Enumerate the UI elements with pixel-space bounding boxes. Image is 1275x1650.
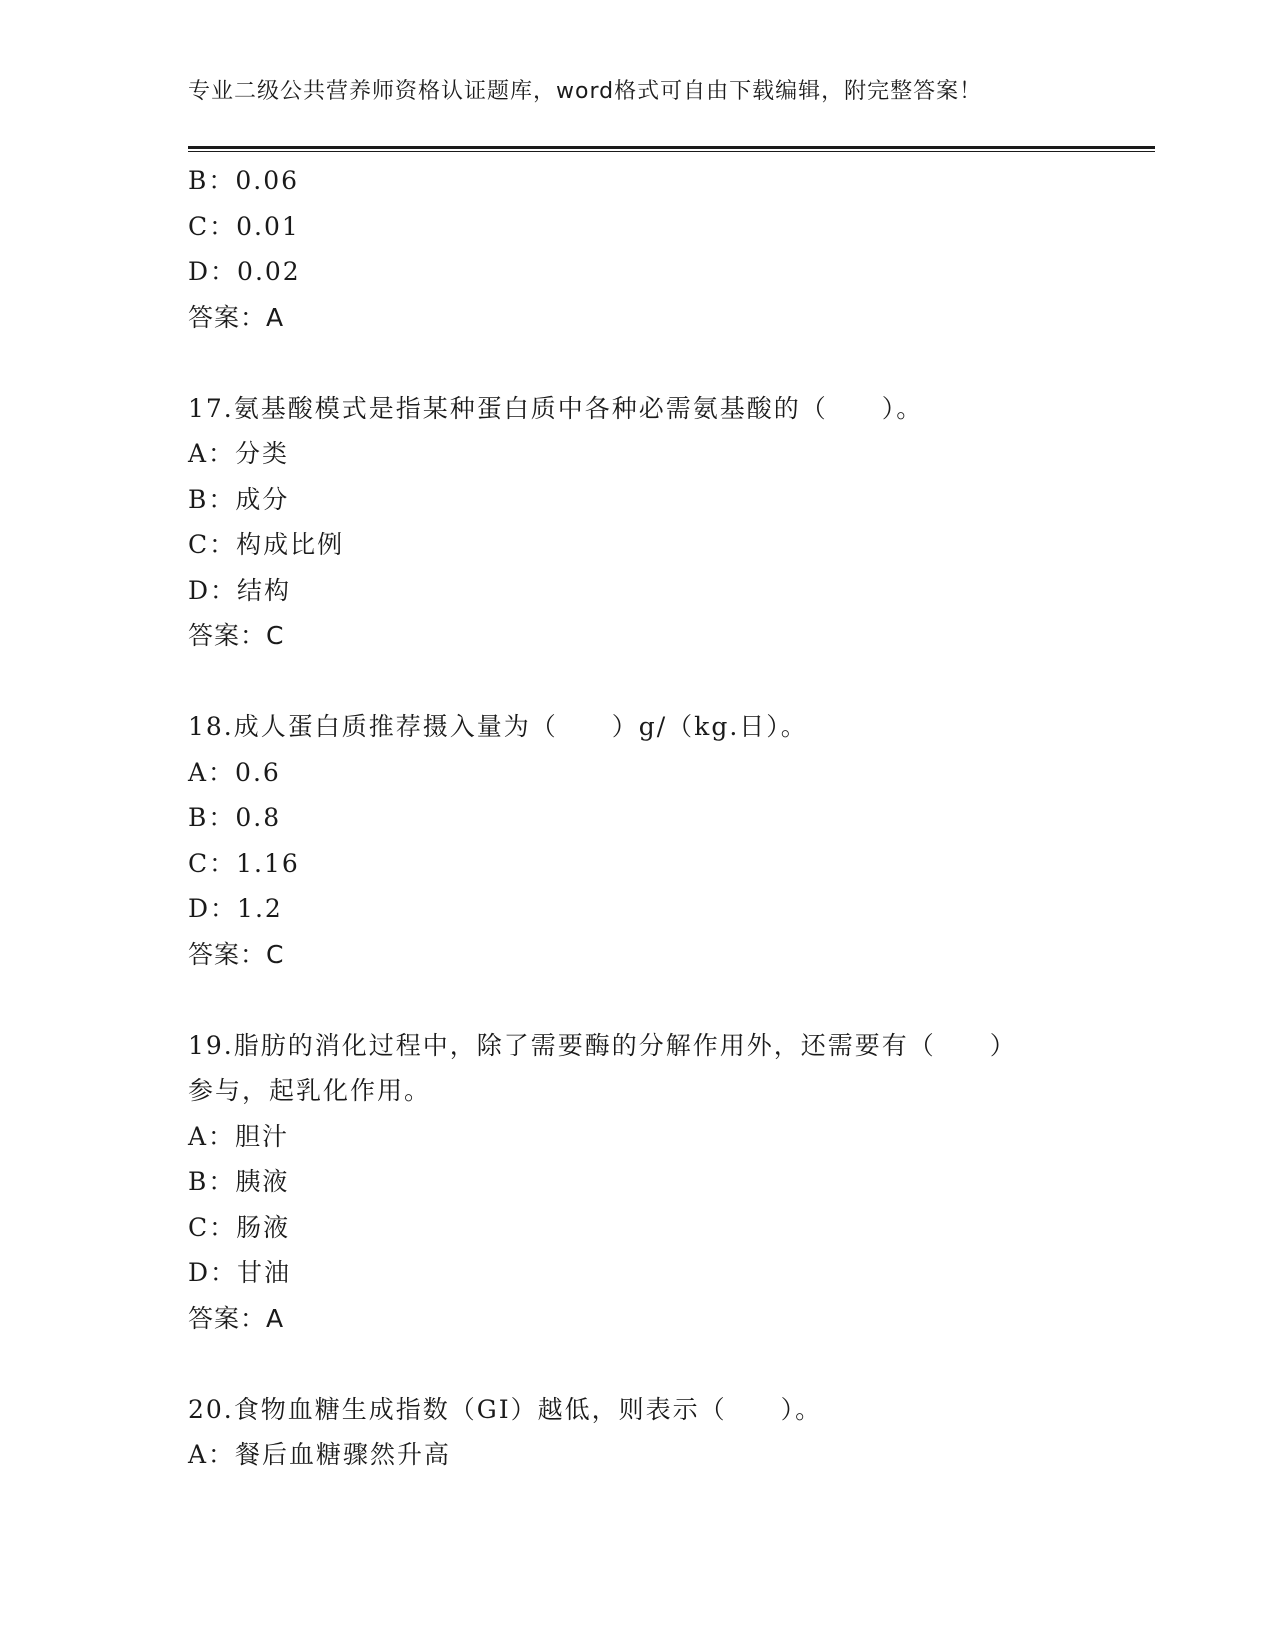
option-b: B：0.06 [188, 166, 300, 195]
answer: 答案：C [188, 939, 285, 969]
answer: 答案：C [188, 621, 285, 650]
option-c: C：0.01 [188, 211, 300, 241]
question-20 [188, 1387, 1088, 1478]
option-d: D：1.2 [188, 894, 283, 923]
question-18 [188, 704, 1088, 977]
question-17 [188, 386, 1088, 659]
option-d: D：0.02 [188, 257, 301, 286]
option-a: A：胆汁 [188, 1121, 290, 1151]
spacer [188, 659, 1088, 705]
option-c: C：肠液 [188, 1212, 291, 1242]
question-stem: 19.脂肪的消化过程中，除了需要酶的分解作用外，还需要有（ ） [188, 1030, 1017, 1060]
option-b: B：胰液 [188, 1167, 290, 1196]
header-rule-thin [188, 151, 1155, 152]
question-stem: 20.食物血糖生成指数（GI）越低，则表示（ ）。 [188, 1394, 823, 1424]
question-stem: 18.成人蛋白质推荐摄入量为（ ）g/（kg.日）。 [188, 712, 808, 741]
page-header: 专业二级公共营养师资格认证题库，word格式可自由下载编辑，附完整答案！ [188, 79, 983, 104]
question-19 [188, 1023, 1088, 1342]
spacer [188, 977, 1088, 1023]
header-rule-thick [188, 146, 1155, 149]
question-content [188, 158, 1088, 1478]
option-d: D：甘油 [188, 1258, 292, 1287]
option-a: A：分类 [188, 439, 290, 468]
option-b: B：成分 [188, 484, 290, 514]
option-a: A：餐后血糖骤然升高 [188, 1440, 452, 1469]
spacer [188, 340, 1088, 386]
option-c: C：构成比例 [188, 530, 345, 559]
question-stem: 17.氨基酸模式是指某种蛋白质中各种必需氨基酸的（ ）。 [188, 393, 924, 423]
question-stem-continued: 参与，起乳化作用。 [188, 1076, 432, 1105]
spacer [188, 1341, 1088, 1387]
answer: 答案：A [188, 302, 285, 332]
option-a: A：0.6 [188, 757, 281, 787]
question-16-continuation [188, 158, 1088, 340]
answer: 答案：A [188, 1303, 285, 1333]
option-b: B：0.8 [188, 803, 282, 832]
option-d: D：结构 [188, 575, 292, 605]
option-c: C：1.16 [188, 848, 300, 878]
